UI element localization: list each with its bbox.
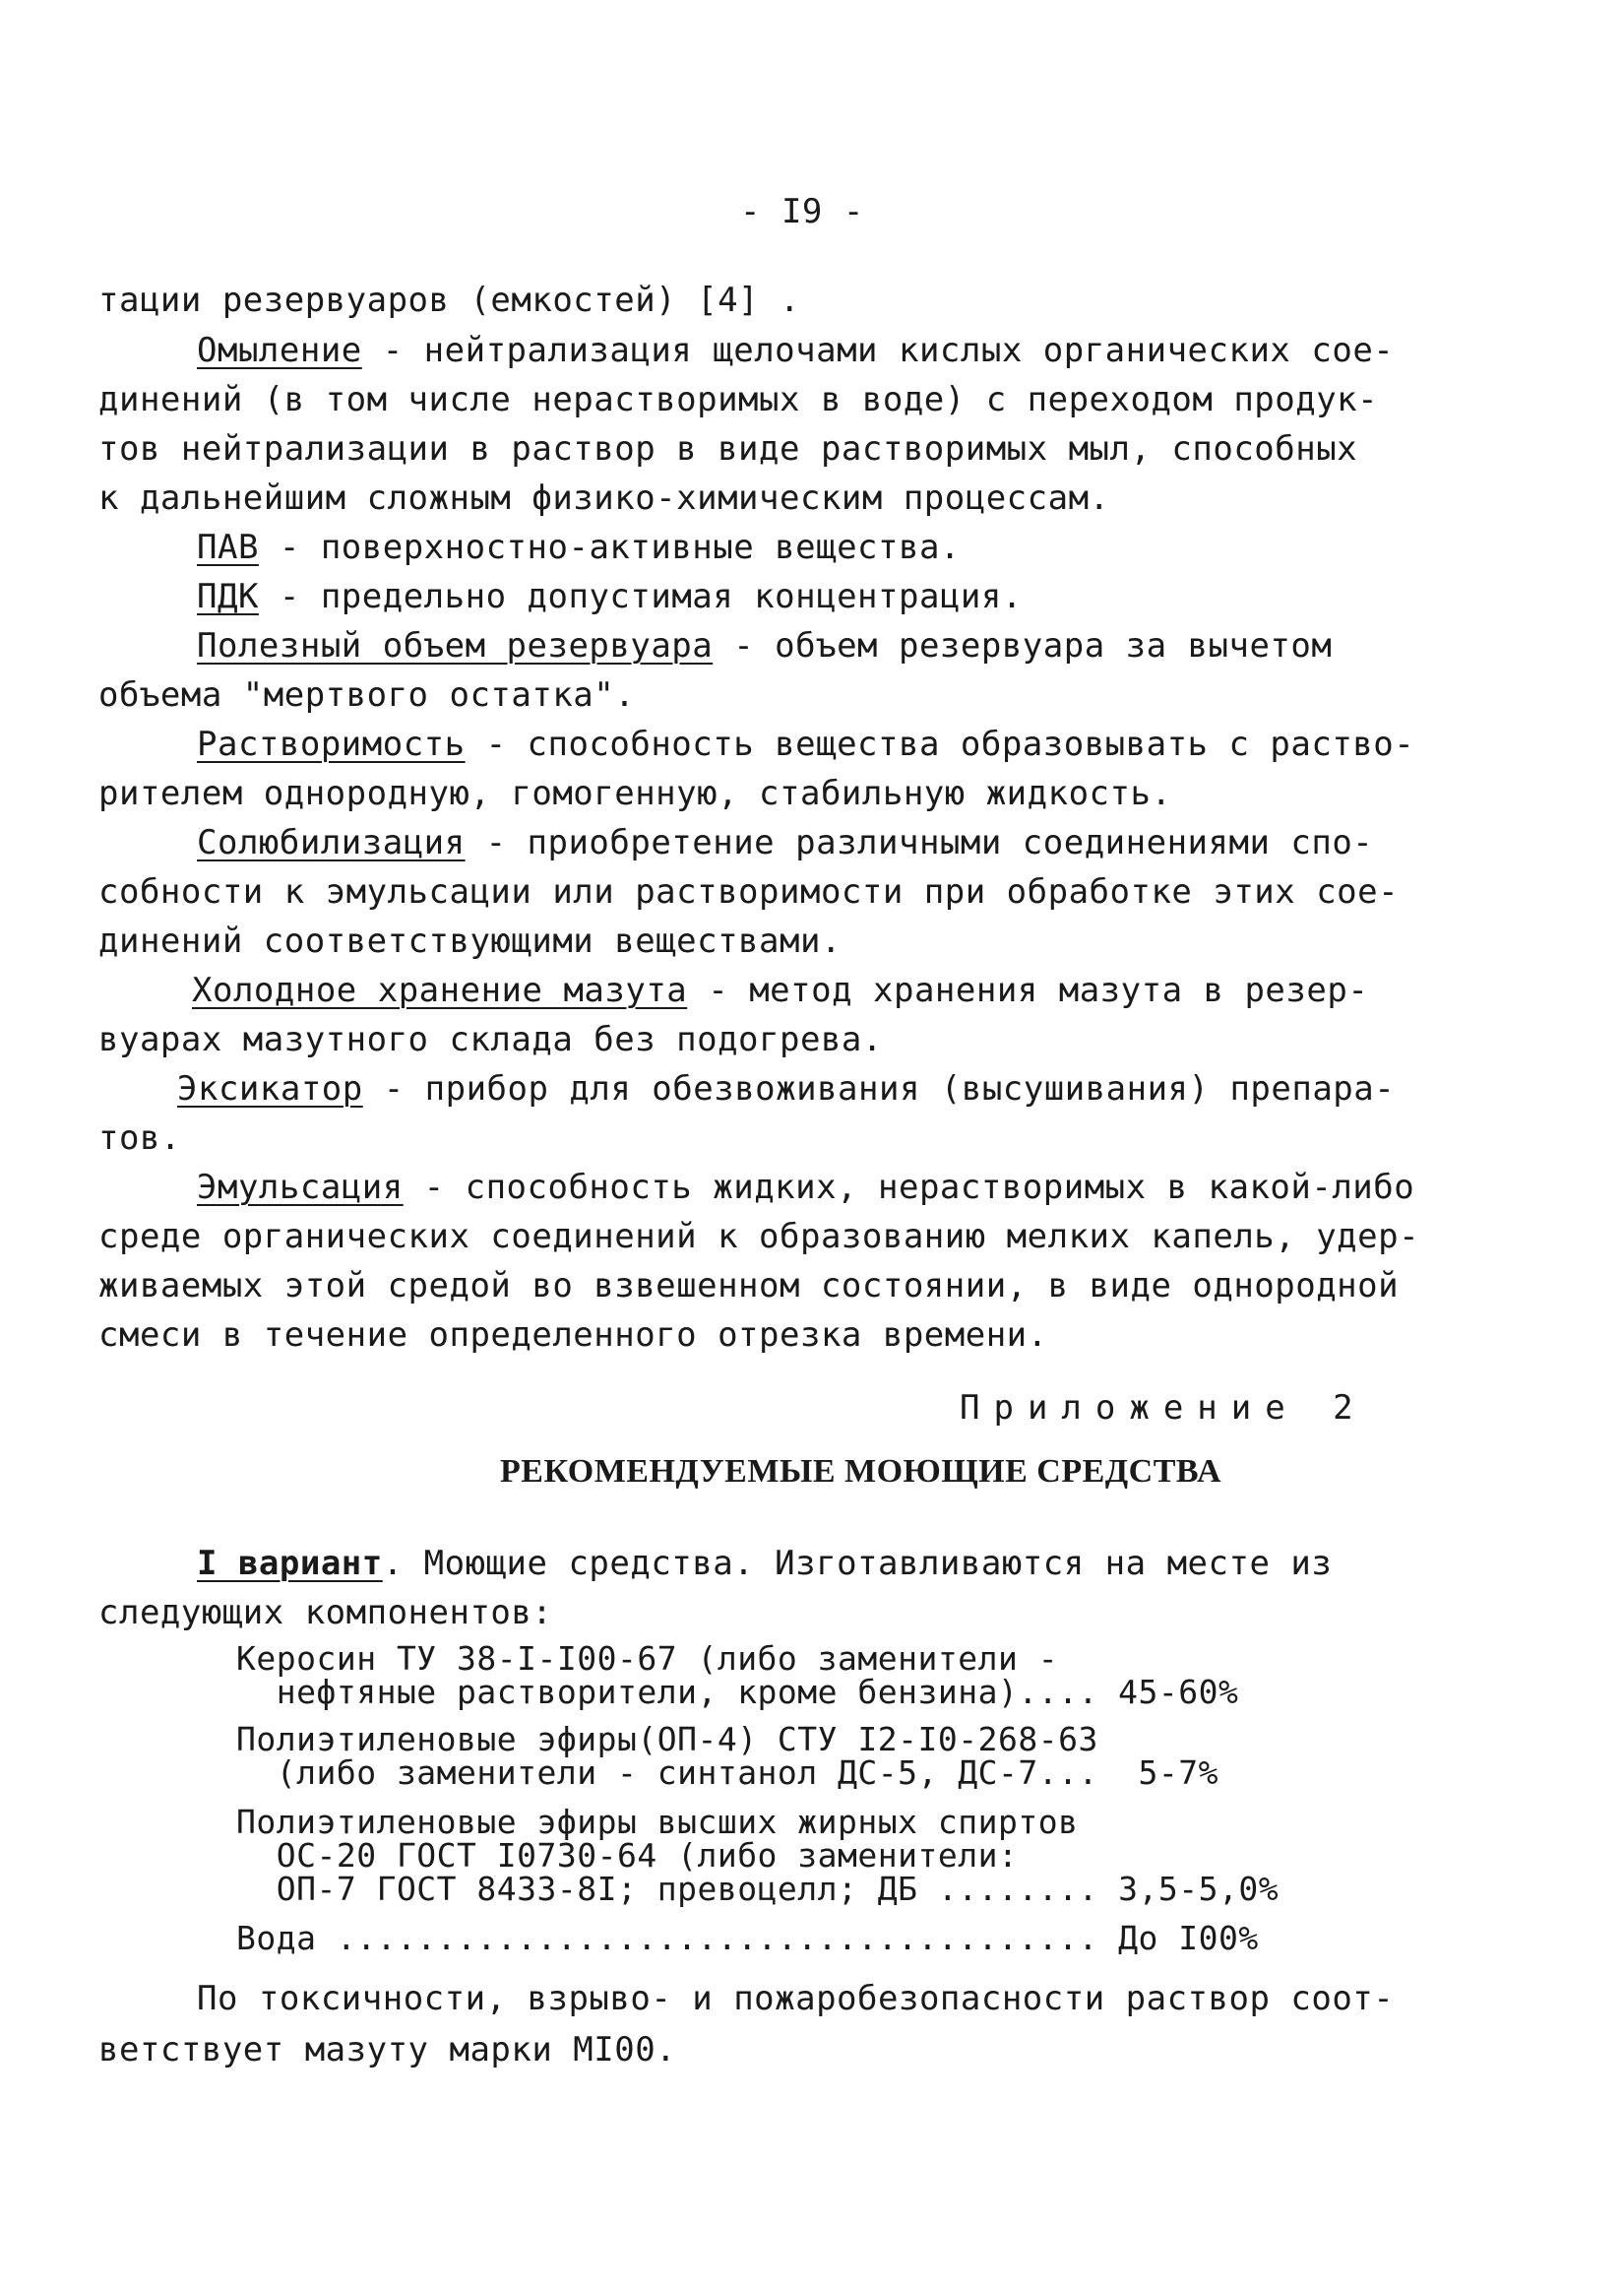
glossary-continuation: смеси в течение определенного отрезка времени. (98, 1315, 1048, 1355)
glossary-continuation: среде органических соединений к образованию мелких капель, удер- (98, 1217, 1420, 1256)
appendix-label: Приложение 2 (960, 1388, 1367, 1428)
glossary-definition: - прибор для обезвоживания (высушивания) препара- (362, 1069, 1396, 1109)
glossary-term: ПДК (197, 577, 259, 616)
variant-term: I вариант (197, 1544, 383, 1583)
glossary-definition: - предельно допустимая концентрация. (258, 577, 1023, 616)
glossary-term: Омыление (197, 331, 362, 370)
glossary-entry-solubility (197, 725, 1414, 764)
glossary-continuation: динений (в том числе нерастворимых в воде) с переходом продук- (98, 380, 1379, 419)
appendix-title: РЕКОМЕНДУЕМЫЕ МОЮЩИЕ СРЕДСТВА (500, 1453, 1221, 1490)
glossary-intro: тации резервуаров (емкостей) [4] . (98, 281, 800, 320)
glossary-entry-desiccator (177, 1069, 1395, 1109)
component-line: Керосин ТУ 38-I-I00-67 (либо заменители - (236, 1639, 1059, 1678)
glossary-term: Солюбилизация (197, 823, 466, 862)
glossary-term: Эксикатор (177, 1069, 363, 1109)
glossary-entry-emulsification (197, 1168, 1414, 1207)
glossary-definition: - метод хранения мазута в резер- (687, 971, 1369, 1010)
component-line: нефтяные растворители, кроме бензина).... 45-60% (236, 1673, 1239, 1711)
glossary-term: Растворимость (197, 725, 466, 764)
component-line: Полиэтиленовые эфиры высших жирных спиртов (236, 1803, 1079, 1841)
glossary-definition: - нейтрализация щелочами кислых органических сое- (361, 331, 1395, 370)
glossary-continuation: вуарах мазутного склада без подогрева. (98, 1020, 883, 1059)
variant-continuation: следующих компонентов: (98, 1593, 553, 1632)
glossary-continuation: собности к эмульсации или растворимости при обработке этих сое- (98, 872, 1400, 912)
page-number: - I9 - (740, 192, 864, 231)
variant-text: . Моющие средства. Изготавливаются на месте из (382, 1544, 1333, 1583)
closing-line: ветствует мазуту марки МI00. (98, 2030, 677, 2069)
glossary-definition: - приобретение различными соединениями спо- (465, 823, 1374, 862)
glossary-entry-solubilization (197, 823, 1373, 862)
closing-line: По токсичности, взрыво- и пожаробезопасности раствор соот- (197, 1979, 1395, 2018)
glossary-definition: - объем резервуара за вычетом (713, 626, 1333, 666)
glossary-term: Холодное хранение мазута (192, 971, 688, 1010)
glossary-continuation: к дальнейшим сложным физико-химическим процессам. (98, 478, 1110, 518)
glossary-entry-pav (197, 528, 961, 567)
glossary-continuation: объема "мертвого остатка". (98, 675, 636, 715)
glossary-term: Полезный объем резервуара (197, 626, 714, 666)
glossary-definition: - способность жидких, нерастворимых в какой-либо (403, 1168, 1415, 1207)
glossary-term: ПАВ (197, 528, 259, 567)
glossary-continuation: живаемых этой средой во взвешенном состоянии, в виде однородной (98, 1266, 1400, 1305)
glossary-definition: - поверхностно-активные вещества. (258, 528, 961, 567)
component-line: ОС-20 ГОСТ I0730-64 (либо заменители: (236, 1836, 1019, 1875)
glossary-entry-saponification (197, 331, 1394, 370)
glossary-continuation: динений соответствующими веществами. (98, 922, 842, 961)
glossary-continuation: рителем однородную, гомогенную, стабильную жидкость. (98, 774, 1172, 813)
glossary-definition: - способность вещества образовывать с раство- (465, 725, 1415, 764)
glossary-continuation: тов. (98, 1118, 181, 1158)
glossary-entry-useful-volume (197, 626, 1332, 666)
component-line: ОП-7 ГОСТ 8433-8I; превоцелл; ДБ ........ 3,5-5,0% (236, 1870, 1280, 1908)
variant-heading (197, 1544, 1332, 1583)
component-line: Вода ...................................... До I00% (236, 1919, 1259, 1957)
glossary-entry-cold-storage (192, 971, 1368, 1010)
component-line: (либо заменители - синтанол ДС-5, ДС-7... 5-7% (236, 1753, 1219, 1792)
glossary-term: Эмульсация (197, 1168, 404, 1207)
glossary-entry-pdk (197, 577, 1023, 616)
glossary-continuation: тов нейтрализации в раствор в виде растворимых мыл, способных (98, 429, 1358, 469)
component-line: Полиэтиленовые эфиры(ОП-4) СТУ I2-I0-268-63 (236, 1720, 1098, 1758)
